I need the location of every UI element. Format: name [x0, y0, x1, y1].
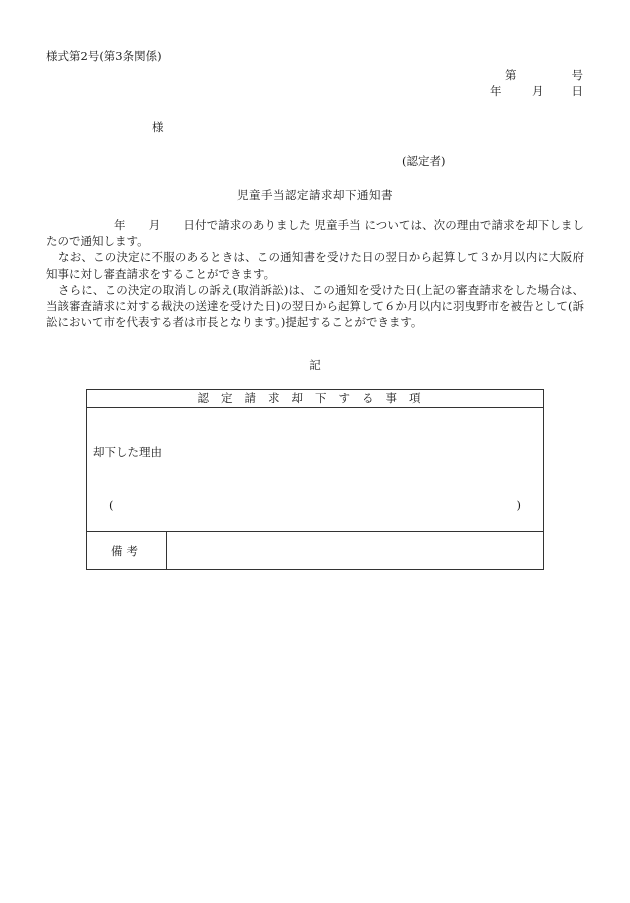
body-paragraph-3: さらに、この決定の取消しの訴え(取消訴訟)は、この通知を受けた日(上記の審査請求をした場合は、当該審査請求に対する裁決の送達を受けた日)の翌日から起算して６か月以内に羽曳野市を被告として(訴訟において市を代表する者は市長となります。)提起することができます。	[46, 282, 584, 330]
number-suffix: 号	[571, 68, 583, 82]
notice-body	[46, 217, 584, 330]
biko-label: 備考	[87, 532, 167, 570]
reason-paren-open: (	[109, 498, 114, 512]
date-year: 年	[490, 84, 502, 98]
addressee-honorific: 様	[152, 120, 164, 134]
table-header: 認定請求却下する事項	[87, 390, 544, 408]
body-paragraph-1: 年 月 日付で請求のありました 児童手当 については、次の理由で請求を却下しましたので通知します。	[46, 218, 584, 249]
body-paragraph-2: なお、この決定に不服のあるときは、この通知書を受けた日の翌日から起算して３か月以内に大阪府知事に対し審査請求をすることができます。	[46, 250, 584, 281]
ki-heading: 記	[309, 358, 321, 372]
date-month: 月	[532, 84, 544, 98]
rejection-table	[86, 389, 544, 570]
form-number-label: 様式第2号(第3条関係)	[46, 49, 162, 63]
document-title: 児童手当認定請求却下通知書	[237, 188, 393, 202]
reason-paren-close: )	[516, 498, 521, 512]
date-day: 日	[571, 84, 583, 98]
reason-cell	[87, 408, 544, 532]
reason-label: 却下した理由	[93, 445, 162, 459]
issuer-label: (認定者)	[402, 154, 446, 168]
number-prefix: 第	[505, 68, 517, 82]
biko-value-cell	[167, 532, 544, 570]
